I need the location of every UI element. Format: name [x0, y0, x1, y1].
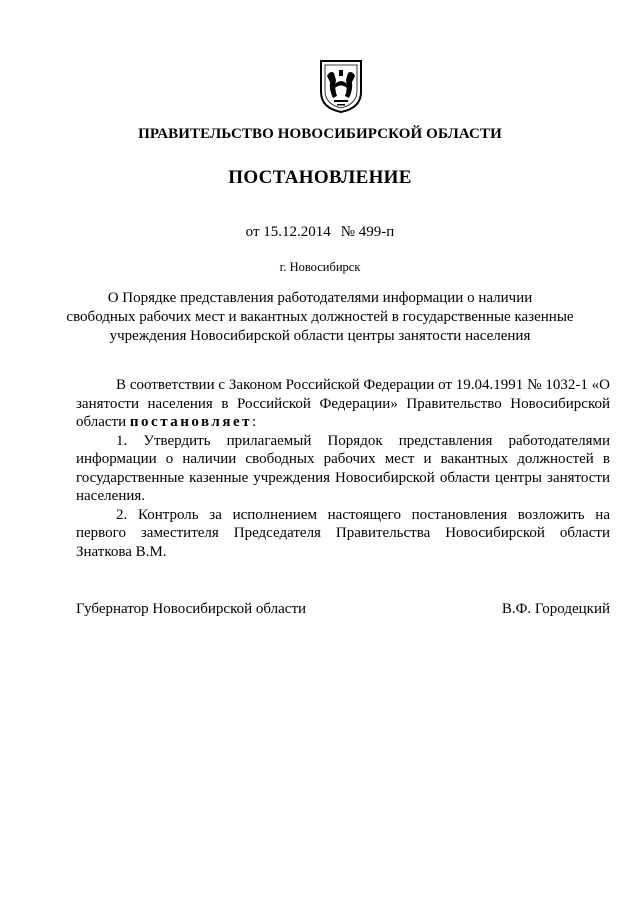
preamble-text: В соответствии с Законом Российской Федерации от 19.04.1991 № 1032-1 «О занятости населения в Российской Федерации» Правительство Новосибирской области [76, 377, 610, 430]
item-2-paragraph: 2. Контроль за исполнением настоящего постановления возложить на первого заместителя Председателя Правительства Новосибирской области Знаткова В.М. [76, 506, 610, 560]
subject-line: свободных рабочих мест и вакантных должностей в государственные казенные [66, 309, 574, 325]
document-type-title: ПОСТАНОВЛЕНИЕ [228, 167, 412, 188]
signatory-position: Губернатор Новосибирской области [76, 601, 307, 617]
preamble-colon: : [252, 414, 257, 430]
decree-word: постановляет [129, 414, 252, 430]
coat-of-arms-emblem [318, 58, 364, 114]
item-1-paragraph: 1. Утвердить прилагаемый Порядок представления работодателями информации о наличии свободных рабочих мест и вакантных должностей в государственные казенные учреждения Новосибирской области центры занятости населения. [76, 432, 610, 504]
city-line: г. Новосибирск [279, 260, 361, 274]
document-number: № 499-п [340, 224, 395, 240]
document-subject [60, 289, 580, 346]
document-date: от 15.12.2014 [245, 224, 331, 240]
signatory-name: В.Ф. Городецкий [501, 601, 610, 617]
organization-title: ПРАВИТЕЛЬСТВО НОВОСИБИРСКОЙ ОБЛАСТИ [138, 126, 502, 142]
date-number-line [0, 224, 640, 241]
subject-line: О Порядке представления работодателями информации о наличии [107, 290, 533, 306]
subject-line: учреждения Новосибирской области центры занятости населения [109, 328, 531, 344]
preamble-paragraph [76, 376, 610, 432]
document-body [76, 376, 610, 561]
